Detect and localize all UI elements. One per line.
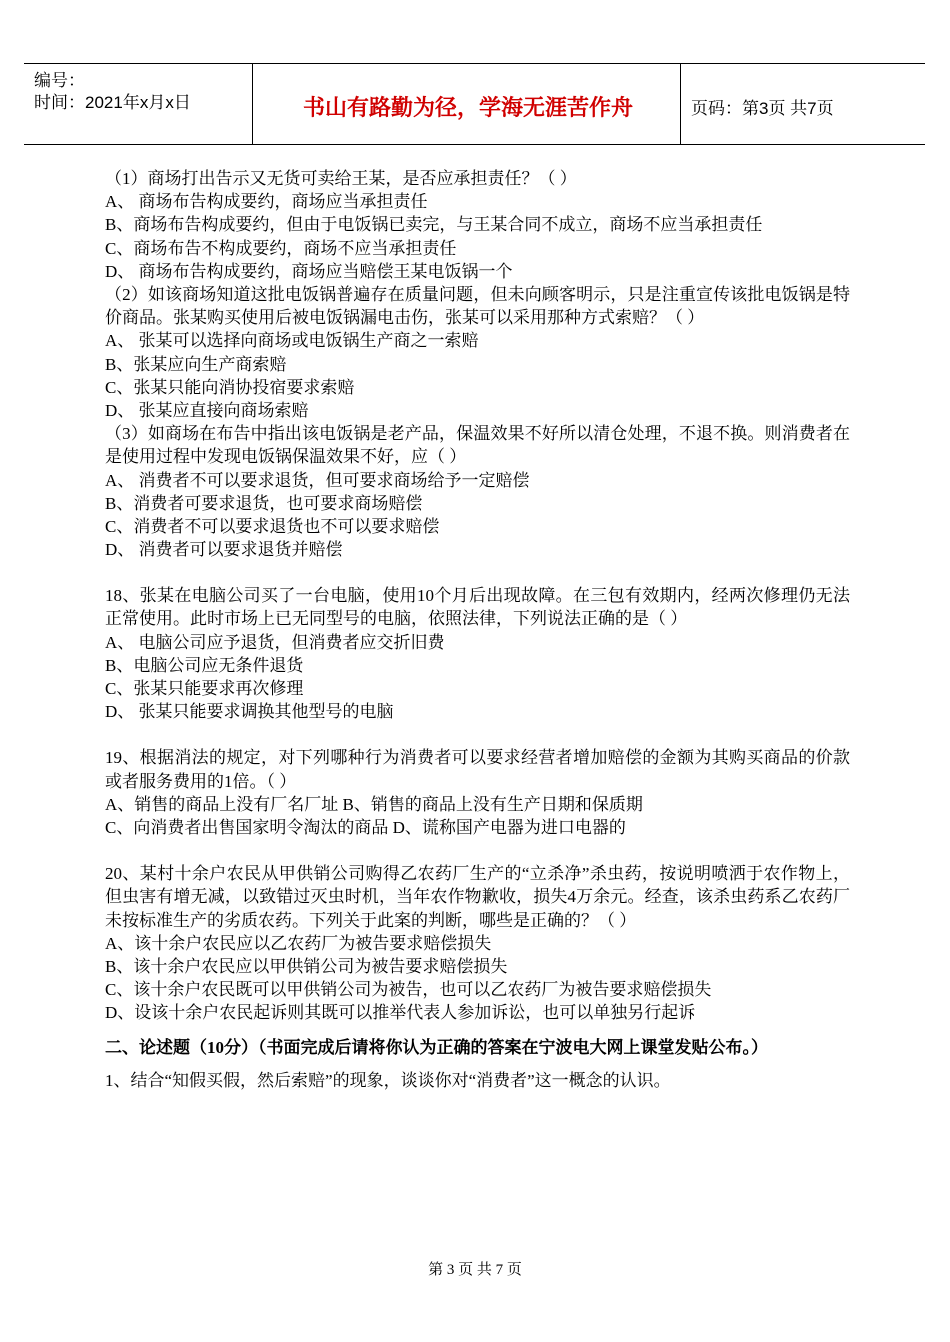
text-line: A、 消费者不可以要求退货，但可要求商场给予一定赔偿 xyxy=(105,470,530,490)
text-line: 18、张某在电脑公司买了一台电脑，使用10个月后出现故障。在三包有效期内，经两次修理仍无法正常使用。此时市场上已无同型号的电脑，依照法律，下列说法正确的是（ ） xyxy=(105,586,850,629)
text-line: 19、根据消法的规定，对下列哪种行为消费者可以要求经营者增加赔偿的金额为其购买商品的价款或者服务费用的1倍。（ ） xyxy=(105,748,850,791)
text-line: C、消费者不可以要求退货也不可以要求赔偿 xyxy=(105,516,440,536)
text-line: A、 电脑公司应予退货，但消费者应交折旧费 xyxy=(105,632,445,652)
document-body xyxy=(105,167,850,1092)
text-line: B、电脑公司应无条件退货 xyxy=(105,655,304,675)
text-line: B、消费者可要求退货，也可要求商场赔偿 xyxy=(105,493,423,513)
text-line: C、商场布告不构成要约，商场不应当承担责任 xyxy=(105,238,457,258)
header-divider-left xyxy=(252,64,253,144)
header-left-cell xyxy=(34,70,191,114)
text-line: B、商场布告构成要约，但由于电饭锅已卖完，与王某合同不成立，商场不应当承担责任 xyxy=(105,215,763,235)
motto: 书山有路勤为径，学海无涯苦作舟 xyxy=(302,96,633,121)
text-line: （2）如该商场知道这批电饭锅普遍存在质量问题，但未向顾客明示，只是注重宣传该批电饭锅是特价商品。张某购买使用后被电饭锅漏电击伤，张某可以采用那种方式索赔？（ ） xyxy=(105,284,850,328)
page-label: 页码：第3页 共7页 xyxy=(691,99,834,118)
time-label: 时间：2021年x月x日 xyxy=(34,93,191,112)
text-line: C、张某只能向消协投宿要求索赔 xyxy=(105,377,355,397)
essay-question: 1、结合“知假买假，然后索赔”的现象，谈谈你对“消费者”这一概念的认识。 xyxy=(105,1070,671,1090)
question-lines xyxy=(105,167,850,1025)
text-line: A、销售的商品上没有厂名厂址 B、销售的商品上没有生产日期和保质期 xyxy=(105,794,643,814)
text-line: C、该十余户农民既可以甲供销公司为被告，也可以乙农药厂为被告要求赔偿损失 xyxy=(105,980,712,1000)
text-line: 20、某村十余户农民从甲供销公司购得乙农药厂生产的“立杀净”杀虫药，按说明喷洒于农作物上，但虫害有增无减，以致错过灭虫时机，当年农作物歉收，损失4万余元。经查，该杀虫药系乙农药厂未按标准生产的劣质农药。下列关于此案的判断，哪些是正确的？（ ） xyxy=(105,864,850,930)
text-line: D、 张某应直接向商场索赔 xyxy=(105,400,309,420)
text-line: B、张某应向生产商索赔 xyxy=(105,354,287,374)
text-line: C、向消费者出售国家明令淘汰的商品 D、谎称国产电器为进口电器的 xyxy=(105,818,626,837)
text-line: A、 张某可以选择向商场或电饭锅生产商之一索赔 xyxy=(105,331,479,351)
text-line: （1）商场打出告示又无货可卖给王某，是否应承担责任？（ ） xyxy=(105,169,577,188)
text-line: A、该十余户农民应以乙农药厂为被告要求赔偿损失 xyxy=(105,933,492,953)
section-heading: 二、论述题（10分）（书面完成后请将你认为正确的答案在宁波电大网上课堂发贴公布。） xyxy=(105,1037,768,1057)
text-line: D、设该十余户农民起诉则其既可以推举代表人参加诉讼，也可以单独另行起诉 xyxy=(105,1003,696,1023)
page-footer: 第 3 页 共 7 页 xyxy=(428,1262,522,1278)
text-line: D、 商场布告构成要约，商场应当赔偿王某电饭锅一个 xyxy=(105,261,513,281)
text-line: D、 消费者可以要求退货并赔偿 xyxy=(105,540,343,560)
text-line: C、张某只能要求再次修理 xyxy=(105,679,304,699)
number-label: 编号： xyxy=(34,71,85,90)
blank-gap xyxy=(105,723,850,746)
text-line: D、 张某只能要求调换其他型号的电脑 xyxy=(105,702,394,722)
text-line: B、该十余户农民应以甲供销公司为被告要求赔偿损失 xyxy=(105,956,508,976)
blank-gap xyxy=(105,561,850,584)
text-line: A、 商场布告构成要约，商场应当承担责任 xyxy=(105,192,428,212)
blank-gap xyxy=(105,839,850,862)
text-line: （3）如商场在布告中指出该电饭锅是老产品，保温效果不好所以清仓处理，不退不换。则消费者在是使用过程中发现电饭锅保温效果不好，应（ ） xyxy=(105,424,850,467)
page-header xyxy=(24,63,925,145)
header-divider-right xyxy=(680,64,681,144)
